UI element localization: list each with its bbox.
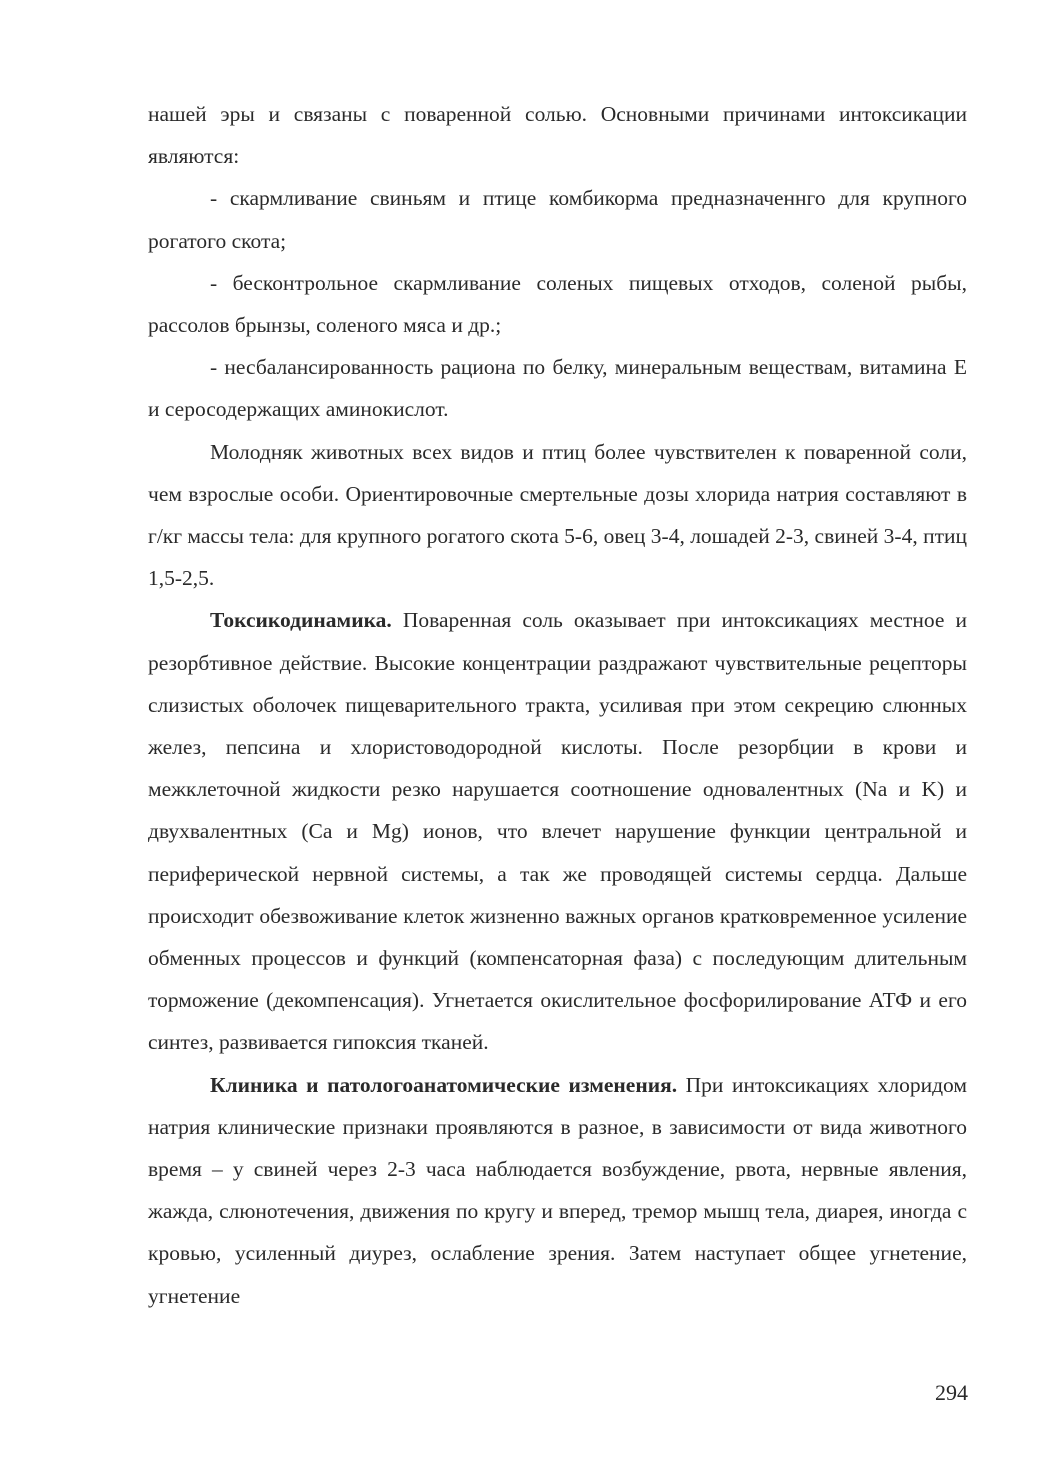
paragraph-cause-2 — [148, 262, 967, 346]
paragraph-text: При интоксикациях хлоридом натрия клинические признаки проявляются в разное, в зависимости от вида животного время – у свиней через 2-3 часа наблюдается возбуждение, рвота, нервные явления, жажда, слюнотечения, движения по кругу и вперед, тремор мышц тела, диарея, иногда с кровью, усиленный диурез, ослабление зрения. Затем наступает общее угнетение, угнетение — [148, 1072, 967, 1308]
paragraph-text: Поваренная соль оказывает при интоксикациях местное и резорбтивное действие. Высокие концентрации раздражают чувствительные рецепторы слизистых оболочек пищеварительного тракта, усиливая при этом секрецию слюнных желез, пепсина и хлористоводородной кислоты. После резорбции в крови и межклеточной жидкости резко нарушается соотношение одновалентных (Na и K) и двухвалентных (Ca и Mg) ионов, что влечет нарушение функции центральной и периферической нервной системы, а так же проводящей системы сердца. Дальше происходит обезвоживание клеток жизненно важных органов кратковременное усиление обменных процессов и функций (компенсаторная фаза) с последующим длительным торможение (декомпенсация). Угнетается окислительное фосфорилирование АТФ и его синтез, развивается гипоксия тканей. — [148, 608, 967, 1055]
paragraph-clinic — [148, 1064, 967, 1317]
section-heading: Клиника и патологоанатомические изменения. — [210, 1072, 678, 1097]
paragraph-cause-3 — [148, 346, 967, 430]
paragraph-doses — [148, 431, 967, 600]
paragraph-text: Молодняк животных всех видов и птиц более чувствителен к поваренной соли, чем взрослые особи. Ориентировочные смертельные дозы хлорида натрия составляют в г/кг массы тела: для крупного рогатого скота 5-6, овец 3-4, лошадей 2-3, свиней 3-4, птиц 1,5-2,5. — [148, 439, 967, 591]
paragraph-toxicodynamics — [148, 599, 967, 1063]
paragraph-text: нашей эры и связаны с поваренной солью. Основными причинами интоксикации являются: — [148, 102, 967, 169]
paragraph-text: - скармливание свиньям и птице комбикорма предназначеннго для крупного рогатого скота; — [148, 186, 967, 253]
body-text — [148, 93, 967, 1317]
section-heading: Токсикодинамика. — [210, 608, 392, 633]
page-number: 294 — [935, 1380, 968, 1405]
paragraph-cause-1 — [148, 177, 967, 261]
paragraph-text: - бесконтрольное скармливание соленых пищевых отходов, соленой рыбы, рассолов брынзы, соленого мяса и др.; — [148, 270, 967, 338]
paragraph-intro-continuation — [148, 93, 967, 177]
paragraph-text: - несбалансированность рациона по белку, минеральным веществам, витамина Е и серосодержащих аминокислот. — [148, 355, 967, 422]
